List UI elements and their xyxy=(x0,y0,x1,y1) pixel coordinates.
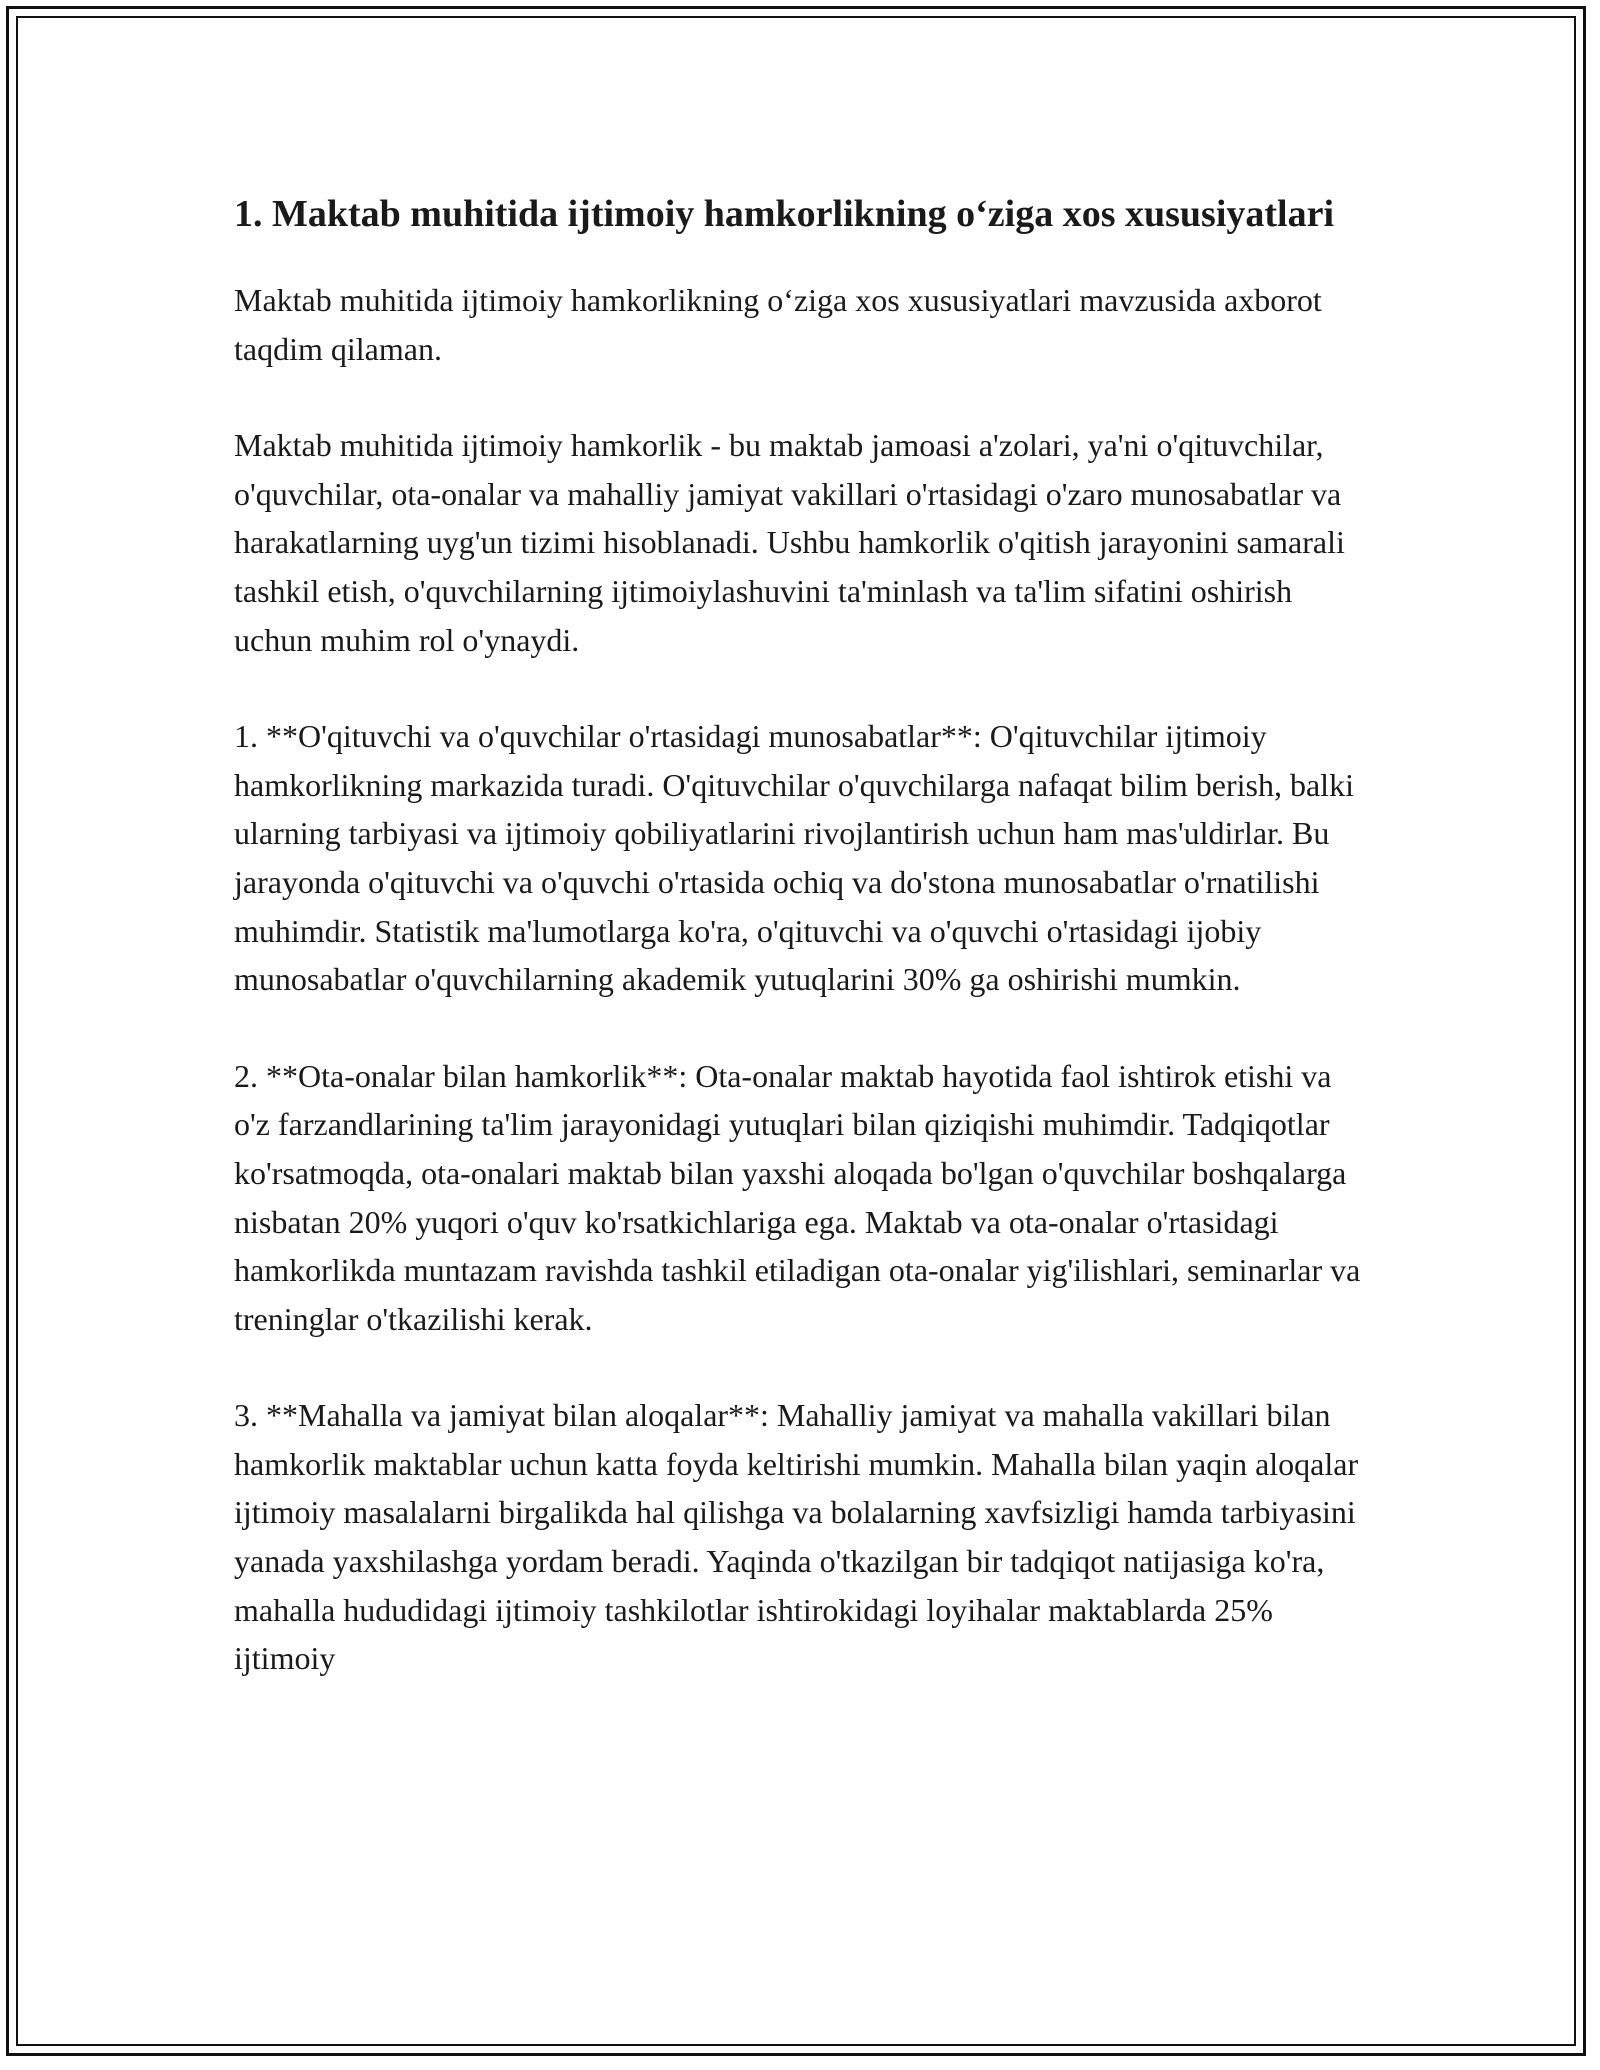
intro-paragraph: Maktab muhitida ijtimoiy hamkorlikning o‘ziga xos xususiyatlari mavzusida axborot taqdim qilaman. xyxy=(234,282,1322,367)
parents-paragraph: 2. **Ota-onalar bilan hamkorlik**: Ota-onalar maktab hayotida faol ishtirok etishi va o'z farzandlarining ta'lim jarayonidagi yutuqlari bilan qiziqishi muhimdir. Tadqiqotlar ko'rsatmoqda, ota-onalari maktab bilan yaxshi aloqada bo'lgan o'quvchilar boshqalarga nisbatan 20% yuqori o'quv ko'rsatkichlariga ega. Maktab va ota-onalar o'rtasidagi hamkorlikda muntazam ravishda tashkil etiladigan ota-onalar yig'ilishlari, seminarlar va treninglar o'tkazilishi kerak. xyxy=(234,1057,1361,1337)
section-heading: 1. Maktab muhitida ijtimoiy hamkorlikning o‘ziga xos xususiyatlari xyxy=(234,193,1335,235)
community-paragraph: 3. **Mahalla va jamiyat bilan aloqalar**: Mahalliy jamiyat va mahalla vakillari bilan hamkorlik maktablar uchun katta foyda keltirishi mumkin. Mahalla bilan yaqin aloqalar ijtimoiy masalalarni birgalikda hal qilishga va bolalarning xavfsizligi hamda tarbiyasini yanada yaxshilashga yordam beradi. Yaqinda o'tkazilgan bir tadqiqot natijasiga ko'ra, mahalla hududidagi ijtimoiy tashkilotlar ishtirokidagi loyihalar maktablarda 25% ijtimoiy xyxy=(234,1397,1359,1677)
definition-paragraph: Maktab muhitida ijtimoiy hamkorlik - bu maktab jamoasi a'zolari, ya'ni o'qituvchilar, o'quvchilar, ota-onalar va mahalliy jamiyat vakillari o'rtasidagi o'zaro munosabatlar va harakatlarning uyg'un tizimi hisoblanadi. Ushbu hamkorlik o'qitish jarayonini samarali tashkil etish, o'quvchilarning ijtimoiylashuvini ta'minlash va ta'lim sifatini oshirish uchun muhim rol o'ynaydi. xyxy=(234,427,1345,658)
document-body xyxy=(234,186,1374,1731)
teacher-student-paragraph: 1. **O'qituvchi va o'quvchilar o'rtasidagi munosabatlar**: O'qituvchilar ijtimoiy hamkorlikning markazida turadi. O'qituvchilar o'quvchilarga nafaqat bilim berish, balki ularning tarbiyasi va ijtimoiy qobiliyatlarini rivojlantirish uchun ham mas'uldirlar. Bu jarayonda o'qituvchi va o'quvchi o'rtasida ochiq va do'stona munosabatlar o'rnatilishi muhimdir. Statistik ma'lumotlarga ko'ra, o'qituvchi va o'quvchi o'rtasidagi ijobiy munosabatlar o'quvchilarning akademik yutuqlarini 30% ga oshirishi mumkin. xyxy=(234,718,1354,998)
